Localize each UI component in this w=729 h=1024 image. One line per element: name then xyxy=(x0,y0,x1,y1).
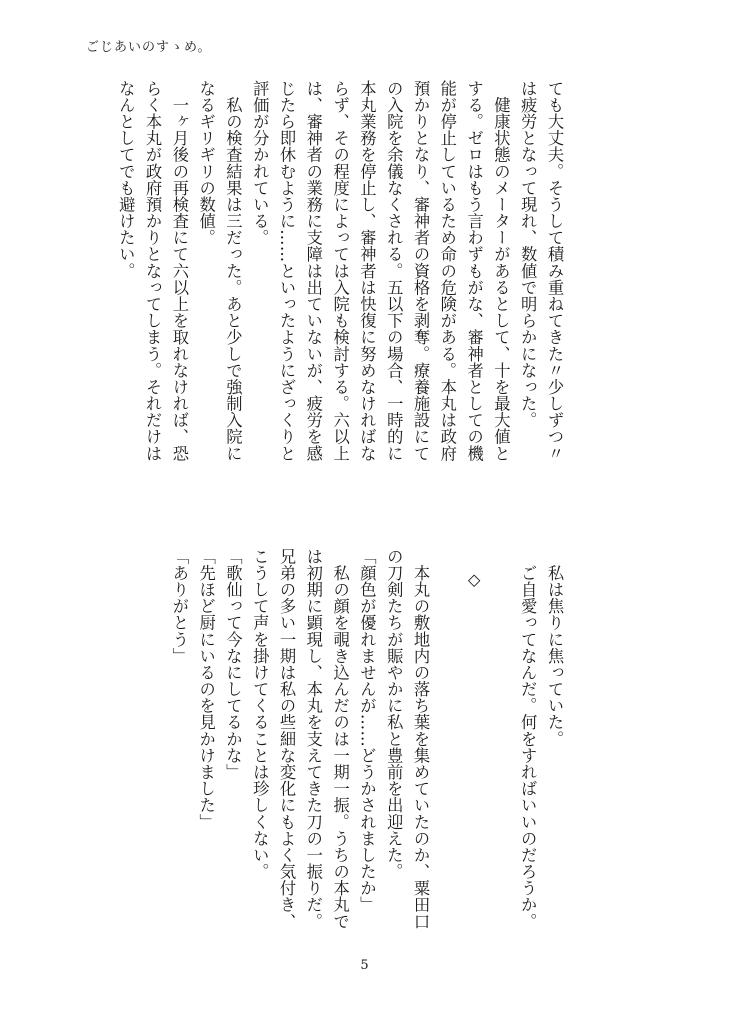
text-line: 「先ほど厨にいるのを見かけました」 xyxy=(196,548,216,831)
text-line: の刀剣たちが賑やかに私と豊前を出迎えた。 xyxy=(384,548,404,880)
text-line: 一ヶ月後の再検査にて六以上を取れなければ、恐 xyxy=(169,80,189,462)
text-line: ご自愛ってなんだ。何をすればいいのだろうか。 xyxy=(518,548,538,930)
blank-line xyxy=(433,548,460,943)
text-line: 「ありがとう」 xyxy=(169,548,189,665)
section-break-diamond-icon: ◇ xyxy=(464,570,484,590)
text-line: なんとしてでも避けたい。 xyxy=(116,80,136,280)
text-line: 私の検査結果は三だった。あと少しで強制入院に xyxy=(223,80,243,462)
text-line: じたら即休むように……といったようにざっくりと xyxy=(277,80,297,462)
text-line: 「歌仙って今なにしてるかな」 xyxy=(223,548,243,781)
bottom-text-block xyxy=(165,548,567,943)
text-line: は疲労となって現れ、数値で明らかになった。 xyxy=(518,80,538,429)
running-header: ごじあいのすゝめ。 xyxy=(86,40,212,55)
text-line: 兄弟の多い一期は私の些細な変化にもよく気付き、 xyxy=(277,548,297,930)
text-line: 私の顔を覗き込んだのは一期一振。うちの本丸で xyxy=(330,548,350,930)
text-line: 預かりとなり、審神者の資格を剥奪。療養施設にて xyxy=(411,80,431,462)
text-line: なるギリギリの数値。 xyxy=(196,80,216,246)
page-number: 5 xyxy=(360,958,369,973)
text-line: らく本丸が政府預かりとなってしまう。それだけは xyxy=(143,80,163,462)
text-line: ても大丈夫。そうして積み重ねてきた〃少しずつ〃 xyxy=(545,80,564,462)
blank-line xyxy=(487,548,514,943)
text-line: の入院を余儀なくされる。五以下の場合、一時的に xyxy=(384,80,404,462)
text-line: は、審神者の業務に支障は出ていないが、疲労を感 xyxy=(303,80,323,462)
text-line: する。ゼロはもう言わずもがな、審神者としての機 xyxy=(464,80,484,462)
text-line: 本丸の敷地内の落ち葉を集めていたのか、粟田口 xyxy=(411,548,431,930)
text-line: 本丸業務を停止し、審神者は快復に努めなければな xyxy=(357,80,377,462)
text-line: 健康状態のメーターがあるとして、十を最大値と xyxy=(491,80,511,462)
text-line: 私は焦りに焦っていた。 xyxy=(545,548,564,748)
top-text-block xyxy=(111,80,567,500)
text-line: 能が停止しているため命の危険がある。本丸は政府 xyxy=(437,80,457,462)
text-line: らず、その程度によっては入院も検討する。六以上 xyxy=(330,80,350,462)
text-line: は初期に顕現し、本丸を支えてきた刀の一振りだ。 xyxy=(303,548,323,930)
text-line: 評価が分かれている。 xyxy=(250,80,270,246)
text-line: こうして声を掛けてくることは珍しくない。 xyxy=(250,548,270,880)
text-line: 「顔色が優れませんが……どうかされましたか」 xyxy=(357,548,377,913)
